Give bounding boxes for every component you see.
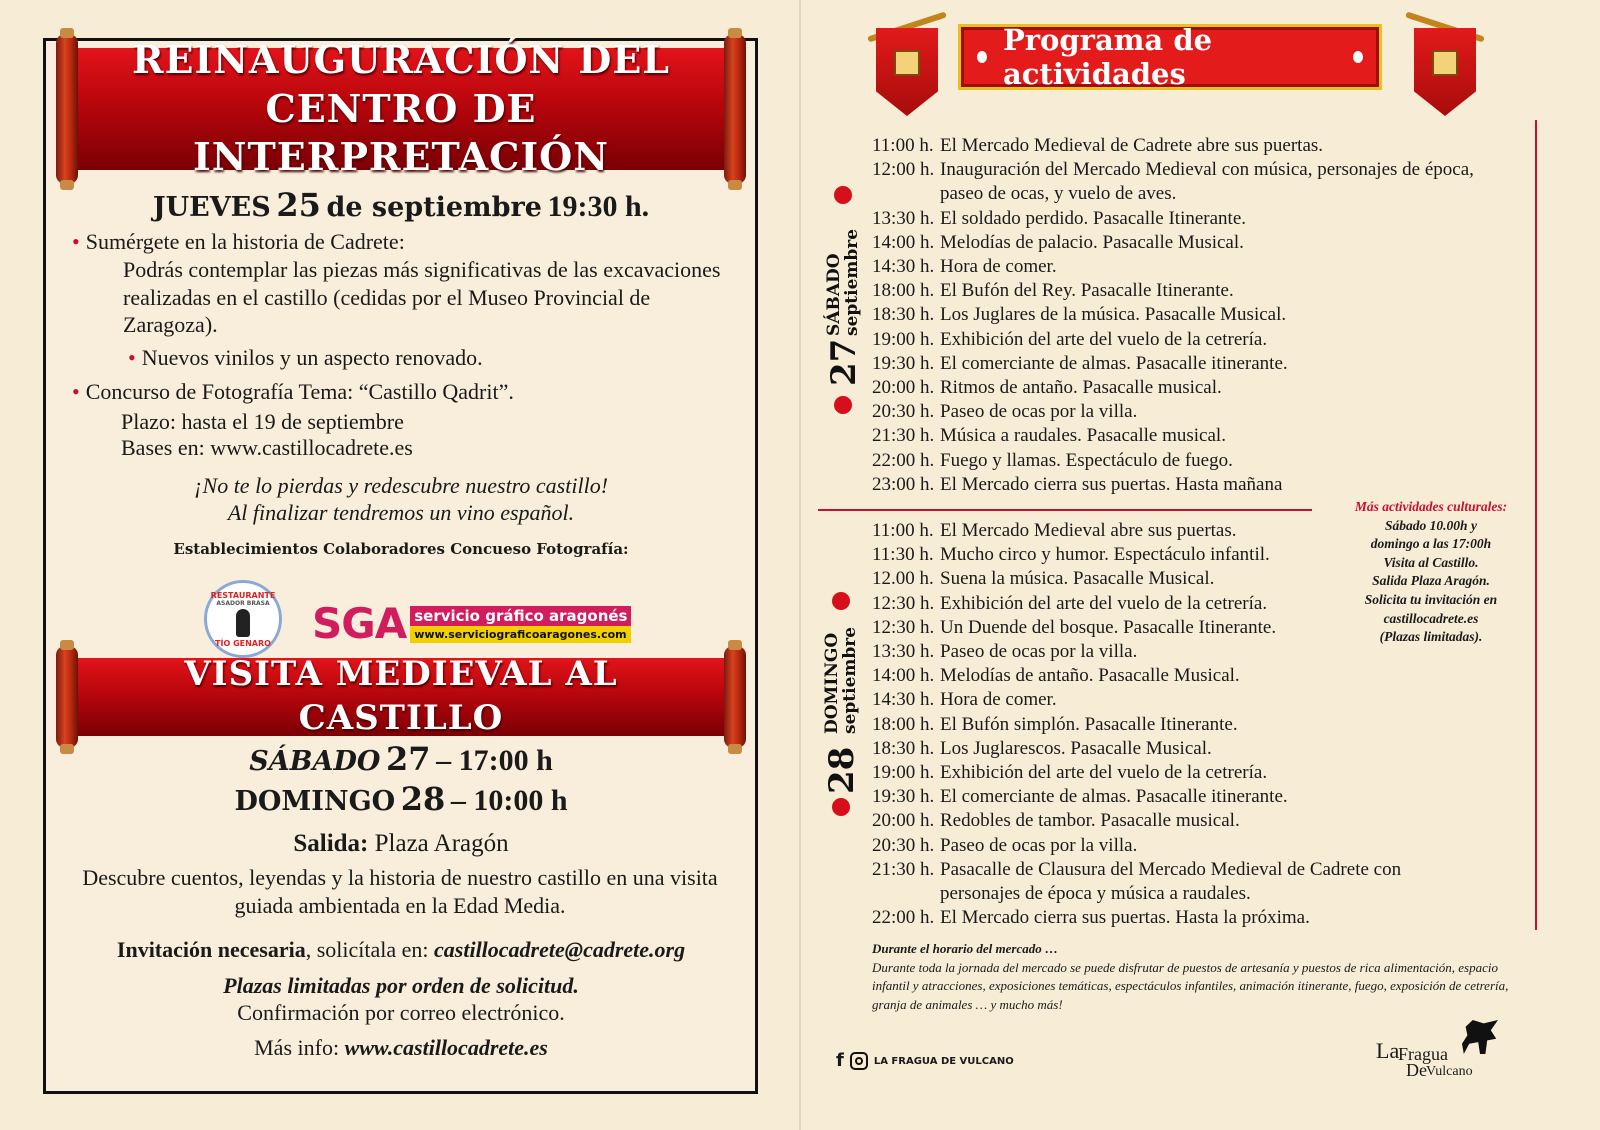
schedule-row	[872, 352, 1476, 376]
schedule-activity: Exhibición del arte del vuelo de la cetrería.	[940, 328, 1268, 350]
scroll-rod-right	[724, 646, 746, 748]
side-note-line5: Solicita tu invitación en	[1364, 591, 1498, 607]
event-date-time: 19:30 h.	[547, 190, 650, 223]
schedule-row	[872, 207, 1476, 231]
chef-icon	[236, 609, 250, 637]
bullet-historia: • Sumérgete en la historia de Cadrete:	[72, 228, 405, 256]
banner-title	[90, 37, 712, 180]
logo-sga-name: servicio gráfico aragonés	[410, 606, 631, 626]
schedule-row	[872, 473, 1476, 497]
schedule-row	[872, 737, 1476, 761]
logo-sga-url: www.serviciograficoaragones.com	[410, 626, 631, 643]
castle-icon	[1432, 50, 1458, 76]
schedule-time: 13:30 h.	[872, 641, 935, 663]
schedule-row	[872, 785, 1476, 809]
facebook-icon[interactable]: f	[836, 1050, 844, 1071]
logo-sga	[312, 601, 631, 647]
schedule-row	[872, 279, 1476, 303]
schedule-row	[872, 906, 1476, 930]
sunday-num: 28	[822, 746, 862, 794]
fold-line	[799, 0, 801, 1130]
castle-icon	[894, 50, 920, 76]
banner-visita	[50, 646, 752, 748]
schedule-activity: El Bufón simplón. Pasacalle Itinerante.	[940, 713, 1238, 735]
dot-icon	[1353, 51, 1363, 63]
schedule-activity: El Bufón del Rey. Pasacalle Itinerante.	[940, 280, 1234, 302]
schedule-activity: Melodías de palacio. Pasacalle Musical.	[940, 231, 1244, 253]
logo-tio-genaro-mid: ASADOR BRASA	[216, 599, 270, 607]
sunday-month: septiembre	[840, 626, 860, 734]
schedule-row	[872, 255, 1476, 279]
schedule-activity: Inauguración del Mercado Medieval con música, personajes de época, paseo de ocas, y vuelo de aves.	[940, 159, 1474, 205]
salida-value: Plaza Aragón	[374, 830, 509, 857]
schedule-row	[872, 424, 1476, 448]
side-note	[1342, 498, 1520, 647]
saturday-month: septiembre	[842, 228, 862, 336]
schedule-time: 12.00 h.	[872, 568, 934, 590]
brand-word-de: De	[1406, 1060, 1427, 1080]
program-title-text: Programa de actividades	[1002, 23, 1213, 91]
horse-icon	[1462, 1020, 1498, 1054]
event-date-month: de septiembre	[326, 192, 542, 223]
schedule-time: 13:30 h.	[872, 207, 935, 229]
instagram-icon[interactable]	[850, 1052, 868, 1070]
divider-vertical	[1535, 120, 1537, 930]
visit-description: Descubre cuentos, leyendas y la historia de nuestro castillo en una visita guiada ambientada en la Edad Media.	[82, 865, 718, 918]
brand-word-fragua: Fragua	[1398, 1044, 1448, 1064]
more-info-label: Más info:	[254, 1035, 345, 1060]
visit-saturday-time: – 17:00 h	[436, 744, 553, 777]
footnote-body: Durante toda la jornada del mercado se puede disfrutar de puestos de artesanía y puestos de rica alimentación, espacio infantil y atracciones, exposiciones temáticas, espectáculos infantiles, animación itinerante, fuego, exposición de cetrería, granja de animales … y mucho más!	[872, 959, 1509, 1012]
event-date-day: JUEVES	[152, 192, 271, 223]
schedule-row	[872, 400, 1476, 424]
social-handles	[836, 1052, 1014, 1070]
schedule-activity: El soldado perdido. Pasacalle Itinerante.	[940, 207, 1247, 229]
side-note-line1: Sábado 10.00h y	[1385, 517, 1477, 533]
schedule-time: 18:00 h.	[872, 713, 935, 735]
logo-sga-letters: SGA	[312, 599, 407, 648]
pennant-right	[1410, 20, 1478, 120]
visit-saturday	[50, 740, 752, 778]
banner-reinauguracion	[50, 34, 752, 184]
schedule-row	[872, 809, 1476, 833]
schedule-time: 19:30 h.	[872, 352, 935, 374]
concurso-bases: Bases en: www.castillocadrete.es	[121, 435, 413, 460]
invitation-mid: , solicítala en:	[305, 937, 435, 962]
more-info-line	[50, 1034, 752, 1062]
schedule-activity: El Mercado Medieval de Cadrete abre sus puertas.	[940, 135, 1324, 156]
saturday-day: SÁBADO	[824, 253, 844, 336]
schedule-activity: Hora de comer.	[940, 689, 1057, 711]
schedule-activity: El Mercado cierra sus puertas. Hasta la próxima.	[940, 907, 1310, 929]
schedule-time: 11:00 h.	[872, 135, 934, 156]
market-footnote	[872, 940, 1536, 1014]
slogan-line1: ¡No te lo pierdas y redescubre nuestro castillo!	[193, 473, 609, 498]
schedule-activity: El Mercado cierra sus puertas. Hasta mañana	[940, 473, 1283, 495]
schedule-time: 23:00 h.	[872, 473, 935, 495]
banner-title-line1: REINAUGURACIÓN DEL	[131, 37, 671, 83]
schedule-time: 20:30 h.	[872, 834, 935, 856]
schedule-row	[872, 328, 1476, 352]
logo-tio-genaro-top: RESTAURANTE	[210, 590, 276, 600]
saturday-num: 27	[824, 338, 864, 386]
dot-icon	[834, 396, 852, 414]
visit-saturday-day: SÁBADO	[249, 746, 381, 777]
event-date	[50, 186, 752, 224]
pennant-left	[872, 20, 940, 120]
schedule-row	[872, 858, 1476, 906]
scroll-rod-right	[724, 34, 746, 184]
schedule-activity: Paseo de ocas por la villa.	[940, 641, 1138, 663]
schedule-time: 18:00 h.	[872, 280, 935, 302]
schedule-activity: Mucho circo y humor. Espectáculo infantil.	[940, 544, 1270, 566]
schedule-row	[872, 713, 1476, 737]
schedule-activity: Exhibición del arte del vuelo de la cetrería.	[940, 762, 1268, 784]
visit-sunday-num: 28	[400, 780, 446, 818]
bullet-concurso: • Concurso de Fotografía Tema: “Castillo Qadrit”.	[72, 378, 514, 406]
side-note-line2: domingo a las 17:00h	[1370, 536, 1492, 552]
sunday-day: DOMINGO	[822, 632, 842, 734]
event-date-num: 25	[276, 186, 321, 224]
side-note-line4: Salida Plaza Aragón.	[1372, 573, 1490, 589]
schedule-time: 21:30 h.	[872, 858, 935, 880]
footnote-title: Durante el horario del mercado …	[872, 941, 1058, 956]
dot-icon	[834, 186, 852, 204]
schedule-activity: Hora de comer.	[940, 256, 1057, 278]
schedule-time: 14:30 h.	[872, 256, 935, 278]
schedule-activity: Fuego y llamas. Espectáculo de fuego.	[940, 449, 1233, 471]
logo-tio-genaro-bottom: TÍO GENARO	[215, 638, 271, 648]
schedule-activity: Paseo de ocas por la villa.	[940, 401, 1138, 423]
concurso-plazo: Plazo: hasta el 19 de septiembre	[121, 409, 404, 434]
visit-sunday-time: – 10:00 h	[450, 784, 568, 817]
salida-line	[50, 828, 752, 859]
invitation-label: Invitación necesaria	[116, 937, 306, 962]
schedule-time: 12:30 h.	[872, 592, 935, 614]
banner-title-line2: CENTRO DE INTERPRETACIÓN	[193, 85, 609, 180]
logo-sga-box	[410, 606, 631, 643]
schedule-time: 18:30 h.	[872, 304, 935, 326]
side-note-title: Más actividades culturales:	[1354, 499, 1508, 514]
schedule-time: 19:00 h.	[872, 328, 935, 350]
dot-icon	[832, 798, 850, 816]
schedule-time: 22:00 h.	[872, 449, 935, 471]
schedule-activity: Melodías de antaño. Pasacalle Musical.	[940, 665, 1240, 687]
scroll-rod-left	[56, 34, 78, 184]
schedule-activity: Los Juglares de la música. Pasacalle Musical.	[940, 304, 1287, 326]
schedule-activity: Paseo de ocas por la villa.	[940, 834, 1138, 856]
schedule-time: 20:00 h.	[872, 810, 935, 832]
schedule-activity: Suena la música. Pasacalle Musical.	[940, 568, 1215, 590]
schedule-activity: Pasacalle de Clausura del Mercado Medieval de Cadrete con personajes de época y música a raudales.	[940, 858, 1402, 905]
schedule-time: 12:00 h.	[872, 159, 935, 181]
schedule-row	[872, 303, 1476, 327]
schedule-activity: Los Juglarescos. Pasacalle Musical.	[940, 737, 1212, 759]
scroll-rod-left	[56, 646, 78, 748]
side-note-line3: Visita al Castillo.	[1383, 554, 1479, 570]
brand-word-la: La	[1376, 1038, 1400, 1063]
schedule-activity: Música a raudales. Pasacalle musical.	[940, 425, 1226, 447]
schedule-activity: El comerciante de almas. Pasacalle itinerante.	[940, 786, 1288, 808]
slogan-line2: Al finalizar tendremos un vino español.	[227, 500, 575, 525]
invitation-email[interactable]: castillocadrete@cadrete.org	[434, 937, 686, 962]
visit-sunday	[50, 780, 752, 818]
schedule-time: 11:00 h.	[872, 520, 934, 541]
schedule-row	[872, 449, 1476, 473]
visit-saturday-num: 27	[385, 740, 431, 778]
schedule-row	[872, 134, 1476, 158]
dot-icon	[977, 51, 987, 63]
schedule-row	[872, 761, 1476, 785]
schedule-row	[872, 376, 1476, 400]
visit-sunday-day: DOMINGO	[234, 786, 396, 817]
schedule-time: 14:30 h.	[872, 689, 935, 711]
schedule-activity: Exhibición del arte del vuelo de la cetrería.	[940, 592, 1268, 614]
side-note-line7: (Plazas limitadas).	[1379, 629, 1483, 645]
schedule-row	[872, 834, 1476, 858]
schedule-row	[872, 158, 1476, 206]
schedule-time: 14:00 h.	[872, 665, 935, 687]
schedule-time: 22:00 h.	[872, 907, 935, 929]
social-handle-text: LA FRAGUA DE VULCANO	[873, 1055, 1014, 1067]
schedule-activity: Redobles de tambor. Pasacalle musical.	[940, 810, 1240, 832]
more-info-url[interactable]: www.castillocadrete.es	[344, 1035, 548, 1060]
banner-visita-line1: VISITA MEDIEVAL AL CASTILLO	[184, 654, 618, 738]
schedule-time: 19:00 h.	[872, 762, 935, 784]
brand-logo-fragua	[1376, 1018, 1506, 1082]
schedule-time: 19:30 h.	[872, 786, 935, 808]
program-title	[958, 24, 1382, 90]
side-note-line6: castillocadrete.es	[1383, 610, 1479, 626]
schedule-activity: Un Duende del bosque. Pasacalle Itinerante.	[940, 616, 1277, 638]
confirmacion: Confirmación por correo electrónico.	[237, 1000, 565, 1025]
schedule-activity: Ritmos de antaño. Pasacalle musical.	[940, 377, 1222, 399]
schedule-time: 20:00 h.	[872, 377, 935, 399]
saturday-schedule	[872, 134, 1476, 497]
schedule-time: 14:00 h.	[872, 231, 935, 253]
schedule-time: 21:30 h.	[872, 425, 935, 447]
schedule-row	[872, 231, 1476, 255]
schedule-activity: El comerciante de almas. Pasacalle itinerante.	[940, 352, 1288, 374]
divider-horizontal	[818, 509, 1312, 511]
banner-visita-title	[90, 654, 712, 738]
schedule-time: 18:30 h.	[872, 737, 935, 759]
invitation-line	[50, 936, 752, 964]
salida-label: Salida:	[293, 830, 369, 857]
schedule-activity: El Mercado Medieval abre sus puertas.	[940, 520, 1237, 541]
schedule-time: 11:30 h.	[872, 544, 934, 566]
schedule-row	[872, 688, 1476, 712]
plazas-limitadas: Plazas limitadas por orden de solicitud.	[223, 973, 579, 998]
dot-icon	[832, 592, 850, 610]
collaborators-heading: Establecimientos Colaboradores Concueso Fotografía:	[173, 540, 629, 558]
brand-word-vulcano: Vulcano	[1426, 1064, 1473, 1079]
schedule-row	[872, 664, 1476, 688]
schedule-time: 20:30 h.	[872, 401, 935, 423]
historia-body: Podrás contemplar las piezas más significativas de las excavaciones realizadas en el castillo (cedidas por el Museo Provincial de Zaragoza).	[123, 257, 721, 337]
schedule-time: 12:30 h.	[872, 616, 935, 638]
bullet-vinilos: • Nuevos vinilos y un aspecto renovado.	[128, 344, 483, 372]
